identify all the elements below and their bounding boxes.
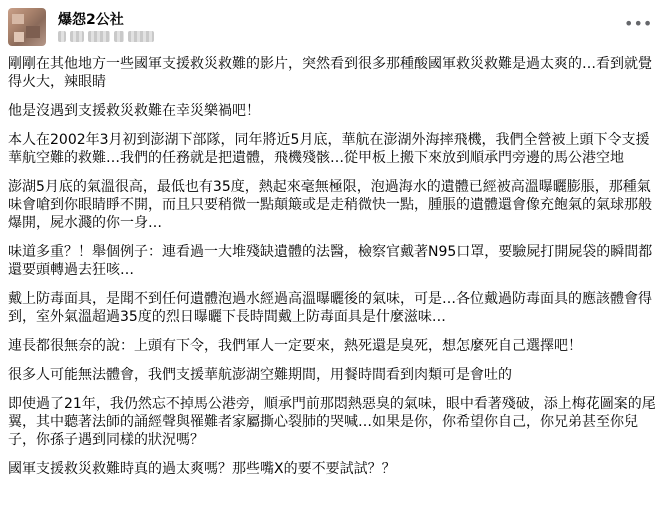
avatar[interactable] — [8, 8, 46, 46]
post-paragraph: 味道多重？！舉個例子：連看過一大堆殘缺遺體的法醫，檢察官戴著N95口罩，要驗屍打開屍袋的瞬間都還要頭轉過去狂咳… — [8, 244, 653, 278]
post-meta-blurred — [58, 28, 178, 44]
post-paragraph: 很多人可能無法體會，我們支援華航澎湖空難期間，用餐時間看到肉類可是會吐的 — [8, 367, 512, 383]
more-options-icon[interactable]: ••• — [624, 14, 653, 33]
post-paragraph: 即使過了21年，我仍然忘不掉馬公港旁，順承門前那悶熱惡臭的氣味，眼中看著殘破，添上梅花圖案的尾翼，其中聽著法師的誦經聲與罹難者家屬撕心裂肺的哭喊…如果是你，你希望你自己，你兄弟甚至你兒子，你孫子遇到同樣的狀況嗎？ — [8, 396, 656, 448]
post-paragraph: 連長都很無奈的說：上頭有下令，我們軍人一定要來，熱死還是臭死，想怎麼死自己選擇吧！ — [8, 338, 582, 354]
post-paragraph: 本人在2002年3月初到澎湖下部隊，同年將近5月底，華航在澎湖外海摔飛機，我們全營被上頭下令支援華航空難的救難…我們的任務就是把遺體，飛機殘骸…從甲板上搬下來放到順承門旁邊的馬公港空地 — [8, 132, 650, 166]
post-paragraph: 戴上防毒面具，是聞不到任何遺體泡過水經過高溫曝曬後的氣味，可是…各位戴過防毒面具的應該體會得到，室外氣溫超過35度的烈日曝曬下長時間戴上防毒面具是什麼滋味… — [8, 291, 652, 325]
post-paragraph: 澎湖5月底的氣溫很高，最低也有35度，熱起來毫無極限，泡過海水的遺體已經被高溫曝曬膨脹，那種氣味會嗆到你眼睛睜不開，而且只要稍微一點顛簸或是走稍微快一點，腫脹的遺體還會像充飽氣的氣球那般爆開，屍水濺的你一身… — [8, 179, 652, 231]
post-body — [8, 55, 658, 489]
post-paragraph: 剛剛在其他地方一些國軍支援救災救難的影片，突然看到很多那種酸國軍救災救難是過太爽的…看到就覺得火大，辣眼睛 — [8, 56, 652, 90]
post-paragraph: 國軍支援救災救難時真的過太爽嗎？那些嘴X的要不要試試？？ — [8, 461, 396, 477]
page-name[interactable]: 爆怨2公社 — [58, 12, 124, 28]
post-header — [8, 6, 653, 46]
post-paragraph: 他是沒遇到支援救災救難在幸災樂禍吧！ — [8, 103, 260, 119]
